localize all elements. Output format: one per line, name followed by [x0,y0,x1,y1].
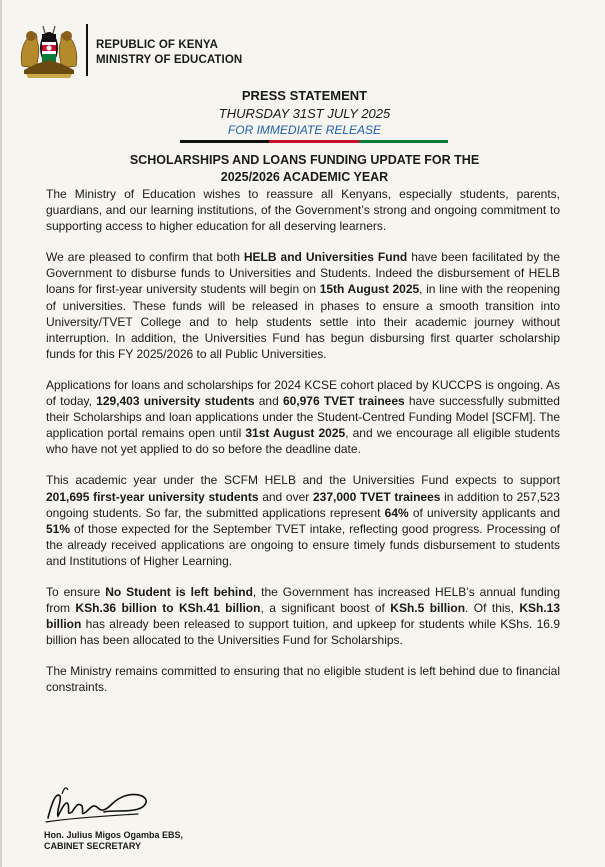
statement-title [62,152,547,186]
ministry-name: MINISTRY OF EDUCATION [96,54,243,66]
flag-color-bar [180,140,448,143]
ministry-heading [96,38,242,68]
signatory-name: Hon. Julius Migos Ogamba EBS, [44,830,184,840]
statement-title-line2: 2025/2026 ACADEMIC YEAR [220,170,389,184]
paragraph-1: The Ministry of Education wishes to reassure all Kenyans, especially students, parents, guardians, and our learning institutions, of the Government’s strong and ongoing commitment to supporting access to higher education for all deserving learners. [46,187,560,234]
release-note: FOR IMMEDIATE RELEASE [227,123,382,137]
press-date: THURSDAY 31ST JULY 2025 [218,106,391,121]
signatory-block [44,830,183,852]
paragraph-6: The Ministry remains committed to ensuring that no eligible student is left behind due to financial constraints. [46,664,560,695]
header-divider [86,24,88,76]
kenya-coat-of-arms-icon [16,20,82,80]
handwritten-signature-icon [42,782,162,830]
republic-name: REPUBLIC OF KENYA [96,39,219,51]
signatory-title: CABINET SECRETARY [44,841,142,851]
statement-title-line1: SCHOLARSHIPS AND LOANS FUNDING UPDATE FOR THE [129,153,480,167]
paragraph-4: This academic year under the SCFM HELB and the Universities Fund expects to support 201,695 first-year university students and over 237,000 TVET trainees in addition to 257,523 ongoing students. So far, the submitted applications represent 64% of university applicants and 51% of those expected for the September TVET intake, reflecting good progress. Processing of the already received applications are ongoing to ensure timely funds disbursement to students and Institutions of Higher Learning. [46,473,560,568]
press-statement-title: PRESS STATEMENT [241,88,368,103]
statement-body [46,186,560,711]
paragraph-3: Applications for loans and scholarships for 2024 KCSE cohort placed by KUCCPS is ongoing. As of today, 129,403 university students and 60,976 TVET trainees have successfully submitted their Scholarships and loan applications under the Student-Centred Funding Model [SCFM]. The application portal remains open until 31st August 2025, and we encourage all eligible students who have not yet applied to do so before the deadline date. [46,377,561,457]
paragraph-2: We are pleased to confirm that both HELB and Universities Fund have been facilitated by the Government to disburse funds to Universities and Students. Indeed the disbursement of HELB loans for first-year university students will begin on 15th August 2025, in line with the reopening of universities. These funds will be released in phases to ensure a smooth transition into University/TVET College and to help students settle into their academic journey without interruption. In addition, the Universities Fund has begun disbursing first quarter scholarship funds for this FY 2025/2026 to all Public Universities. [46,250,561,361]
paragraph-5: To ensure No Student is left behind, the Government has increased HELB’s annual funding from KSh.36 billion to KSh.41 billion, a significant boost of KSh.5 billion. Of this, KSh.13 billion has already been released to support tuition, and upkeep for students while KShs. 16.9 billion has been allocated to the Universities Fund for Scholarships. [46,584,561,648]
